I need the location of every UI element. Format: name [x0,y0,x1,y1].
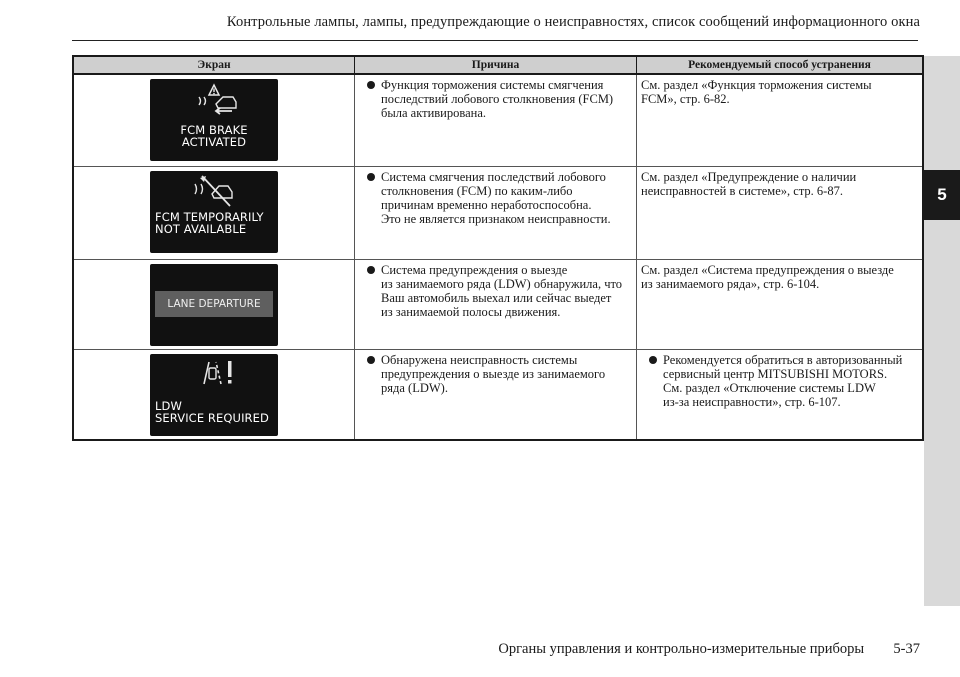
remedy-text: См. раздел «Функция торможения системы FCM», стр. 6-82. [641,78,872,106]
page-footer [460,641,920,658]
table-row [73,74,923,167]
table-row [73,260,923,350]
message-table [72,55,924,441]
header-rule [72,40,918,41]
column-header-remedy: Рекомендуемый способ устранения [637,56,924,74]
remedy-text: Рекомендуется обратиться в авторизованный сервисный центр MITSUBISHI MOTORS. См. раздел «Отключение системы LDW из-за неисправности», стр. 6-107. [649,353,918,409]
fcm-brake-icon [196,82,240,118]
display-message: LANE DEPARTURE [155,291,273,317]
remedy-cell [637,74,924,167]
display-fcm-unavailable [150,171,278,253]
remedy-text: См. раздел «Система предупреждения о выезде из занимаемого ряда», стр. 6-104. [641,263,894,291]
running-head: Контрольные лампы, лампы, предупреждающие о неисправностях, список сообщений информационного окна [226,14,920,30]
remedy-cell [637,350,924,441]
cause-text: Обнаружена неисправность системы предупреждения о выезде из занимаемого ряда (LDW). [367,353,632,395]
screen-cell [73,350,355,441]
display-message: FCM TEMPORARILY NOT AVAILABLE [155,210,264,236]
table-row [73,167,923,260]
remedy-text: См. раздел «Предупреждение о наличии неисправностей в системе», стр. 6-87. [641,170,857,198]
display-fcm-brake [150,79,278,161]
chapter-number: 5 [924,170,960,220]
screen-cell [73,260,355,350]
table-header-row [73,56,923,74]
cause-cell [355,167,637,260]
column-header-cause: Причина [355,56,637,74]
side-tab [924,56,960,606]
cause-text: Система предупреждения о выезде из занимаемого ряда (LDW) обнаружила, что Ваш автомобиль выехал или сейчас выедет из занимаемой полосы движения. [367,263,632,319]
cause-cell [355,74,637,167]
column-header-screen: Экран [73,56,355,74]
footer-section-title: Органы управления и контрольно-измерительные приборы [498,641,865,657]
cause-cell [355,260,637,350]
screen-cell [73,74,355,167]
table-row [73,350,923,441]
display-lane-departure [150,264,278,346]
screen-cell [73,167,355,260]
cause-text: Функция торможения системы смягчения последствий лобового столкновения (FCM) была активирована. [367,78,632,120]
display-ldw-service [150,354,278,436]
ldw-warning-icon [200,358,236,388]
fcm-unavailable-icon [190,174,238,208]
remedy-cell [637,260,924,350]
display-message: LDW SERVICE REQUIRED [155,399,269,425]
cause-text: Система смягчения последствий лобового столкновения (FCM) по каким-либо причинам временно неработоспособна. Это не является признаком неисправности. [367,170,632,226]
page-number: 5-37 [893,641,920,657]
display-message: FCM BRAKE ACTIVATED [180,123,248,149]
cause-cell [355,350,637,441]
remedy-cell [637,167,924,260]
